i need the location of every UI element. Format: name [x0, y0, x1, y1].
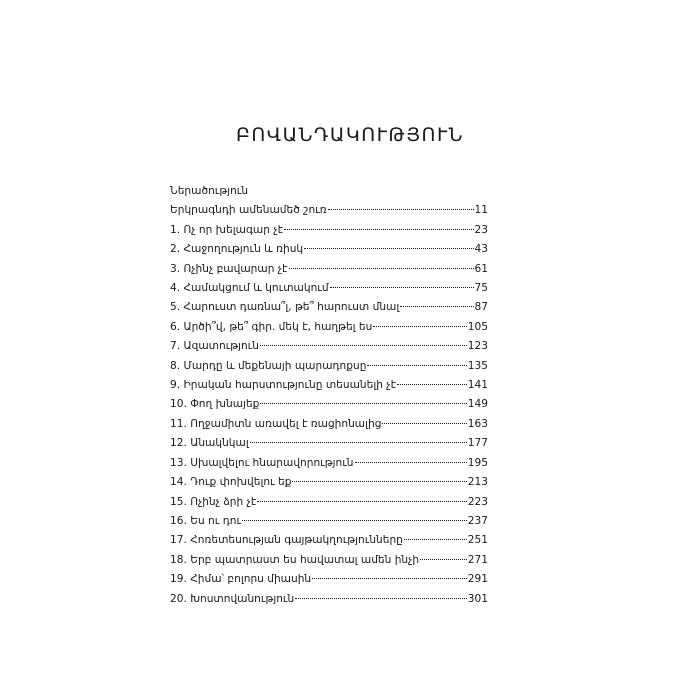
toc-entry-page: 105 — [467, 320, 488, 333]
toc-entries — [170, 221, 488, 609]
toc-entry-title: Երկրագնդի ամենամեծ շուռ — [170, 204, 327, 217]
toc-entry[interactable] — [170, 395, 488, 414]
toc-entry-title: 10. Փող խնայեք — [170, 398, 260, 411]
dot-leader — [304, 247, 473, 249]
toc-entry[interactable] — [170, 454, 488, 473]
toc-entry-title: 9. Իրական հարստությունը տեսանելի չէ — [170, 379, 397, 392]
toc-entry[interactable] — [170, 260, 488, 279]
dot-leader — [397, 383, 467, 385]
toc-entry[interactable] — [170, 415, 488, 434]
toc-entry-title: 16. Ես ու դու — [170, 514, 242, 527]
toc-entry-page: 291 — [467, 573, 488, 586]
toc-entry-title: 8. Մարդը և մեքենայի պարադոքսը — [170, 359, 367, 372]
toc-entry-page: 163 — [467, 417, 488, 430]
dot-leader — [312, 577, 467, 579]
toc-entry[interactable] — [170, 551, 488, 570]
toc-entry-title: 2. Հաջողություն և ռիսկ — [170, 243, 304, 256]
dot-leader — [328, 208, 474, 210]
toc-intro-heading: Ներածություն — [170, 185, 249, 197]
toc-entry[interactable] — [170, 493, 488, 512]
dot-leader — [250, 441, 467, 443]
toc-entry-page: 149 — [467, 398, 488, 411]
toc-entry-page: 213 — [467, 476, 488, 489]
toc-entry-page: 141 — [467, 379, 488, 392]
dot-leader — [295, 597, 467, 599]
dot-leader — [289, 267, 474, 269]
toc-entry-title: 7. Ազատություն — [170, 340, 259, 353]
dot-leader — [330, 286, 474, 288]
toc-entry-page: 301 — [467, 592, 488, 605]
dot-leader — [420, 558, 467, 560]
dot-leader — [400, 305, 473, 307]
toc-entry-page: 223 — [467, 495, 488, 508]
toc-entry-title: 11. Ողջամիտն առավել է ռացիոնալից — [170, 417, 382, 430]
toc-entry-title: 20. Խոստովանություն — [170, 592, 295, 605]
toc-entry-title: 4. Համակցում և կուտակում — [170, 282, 329, 295]
toc-entry-title: 12. Անակնկալ — [170, 437, 249, 450]
toc-entry[interactable] — [170, 240, 488, 259]
toc-entry[interactable] — [170, 590, 488, 609]
toc-entry-page: 23 — [474, 223, 488, 236]
dot-leader — [260, 344, 467, 346]
dot-leader — [373, 325, 466, 327]
dot-leader — [367, 364, 466, 366]
dot-leader — [260, 402, 466, 404]
toc-entry-page: 135 — [467, 359, 488, 372]
toc-entry-title: 3. Ոչինչ բավարար չէ — [170, 262, 288, 275]
toc-entry-title: 14. Դուք փոխվելու եք — [170, 476, 292, 489]
toc-entry-intro[interactable] — [170, 201, 488, 220]
dot-leader — [242, 519, 467, 521]
toc-entry[interactable] — [170, 318, 488, 337]
toc-entry-title: 18. Երբ պատրաստ ես հավատալ ամեն ինչի — [170, 553, 420, 566]
toc-entry-title: 1. Ոչ որ խելագար չէ — [170, 223, 284, 236]
dot-leader — [382, 422, 466, 424]
dot-leader — [404, 538, 467, 540]
toc-entry-page: 251 — [467, 534, 488, 547]
toc-entry[interactable] — [170, 570, 488, 589]
toc-entry-page: 195 — [467, 456, 488, 469]
toc-entry[interactable] — [170, 376, 488, 395]
page-title: ԲՈՎԱՆԴԱԿՈՒԹՅՈՒՆ — [235, 124, 465, 146]
dot-leader — [257, 500, 466, 502]
toc-entry-page: 87 — [474, 301, 488, 314]
toc-entry-title: 19. Հիմա՝ բոլորս միասին — [170, 573, 312, 586]
toc-entry[interactable] — [170, 473, 488, 492]
toc-entry-title: 6. Արծի՞վ, թե՞ գիր. մեկ է, հաղթել ես — [170, 320, 373, 333]
toc-entry-page: 177 — [467, 437, 488, 450]
toc-entry-title: 5. Հարուստ դառնա՞լ, թե՞ հարուստ մնալ — [170, 301, 400, 314]
toc-entry-page: 11 — [474, 204, 488, 217]
dot-leader — [292, 480, 466, 482]
toc-entry-page: 271 — [467, 553, 488, 566]
table-of-contents — [170, 182, 488, 609]
toc-entry-page: 61 — [474, 262, 488, 275]
toc-entry-page: 43 — [474, 243, 488, 256]
dot-leader — [284, 228, 473, 230]
toc-entry-title: 15. Ոչինչ ձրի չէ — [170, 495, 257, 508]
toc-entry-title: 17. Հոռետեսության գայթակղությունները — [170, 534, 403, 547]
toc-entry[interactable] — [170, 337, 488, 356]
toc-entry-page: 237 — [467, 514, 488, 527]
toc-entry-page: 123 — [467, 340, 488, 353]
toc-entry[interactable] — [170, 279, 488, 298]
toc-entry[interactable] — [170, 512, 488, 531]
toc-entry-title: 13. Սխալվելու հնարավորություն — [170, 456, 354, 469]
toc-entry[interactable] — [170, 531, 488, 550]
toc-entry[interactable] — [170, 434, 488, 453]
toc-entry-page: 75 — [474, 282, 488, 295]
toc-entry[interactable] — [170, 357, 488, 376]
toc-entry[interactable] — [170, 298, 488, 317]
dot-leader — [355, 461, 467, 463]
toc-entry[interactable] — [170, 221, 488, 240]
